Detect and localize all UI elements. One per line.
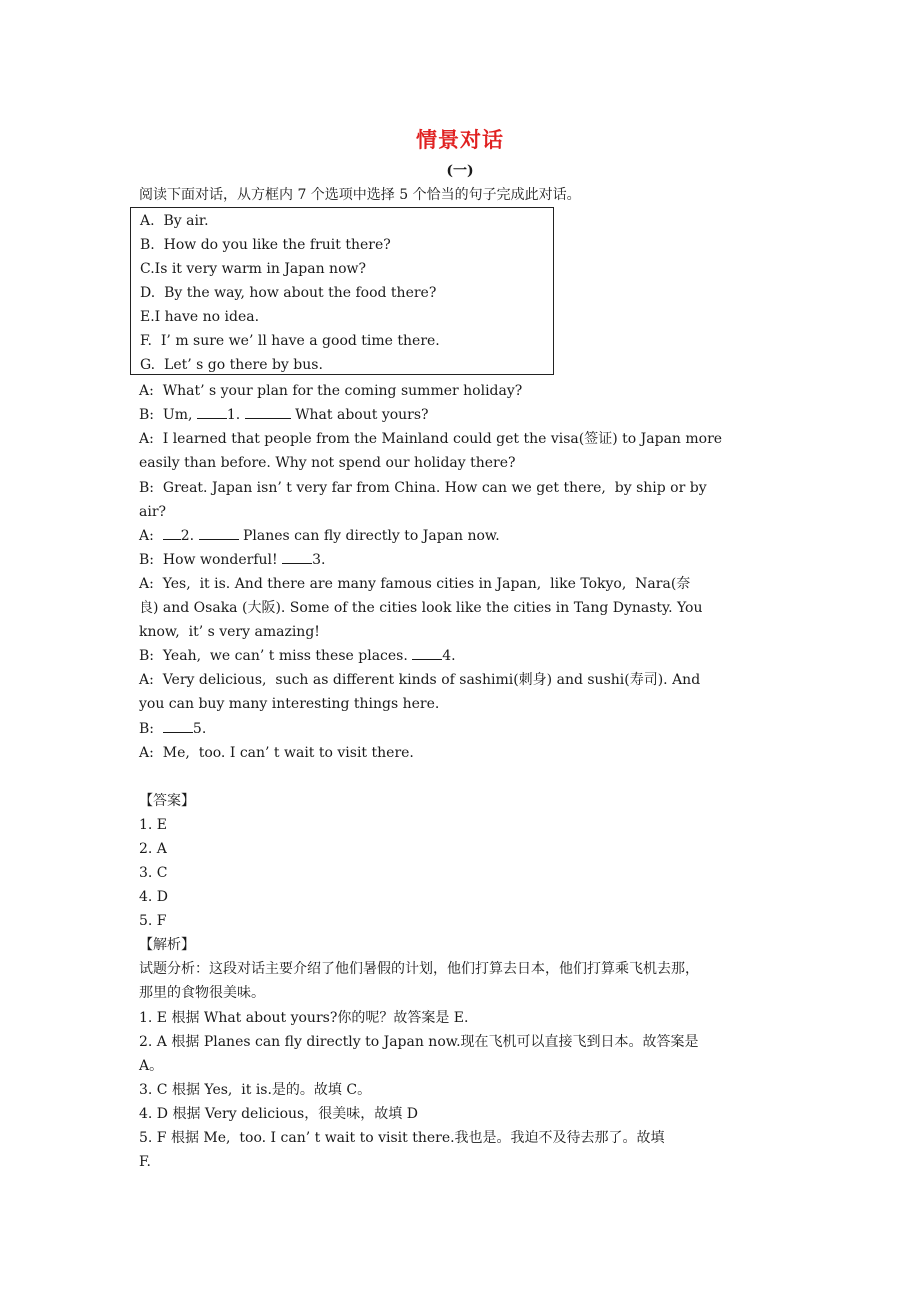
analysis-line: A。 (139, 1058, 164, 1074)
dialogue-line: easily than before. Why not spend our holiday there? (139, 455, 516, 471)
dialogue-text: Planes can fly directly to Japan now. (238, 528, 500, 544)
option-f: F. I’ m sure we’ ll have a good time there. (140, 333, 440, 349)
options-box (130, 207, 554, 375)
option-a: A. By air. (140, 213, 209, 229)
dialogue-line: A: Very delicious, such as different kinds of sashimi(刺身) and sushi(寿司). And (139, 672, 701, 688)
answer-item: 2. A (139, 841, 167, 857)
answer-item: 5. F (139, 913, 167, 929)
answer-blank (199, 525, 239, 540)
analysis-line: F. (139, 1154, 151, 1170)
blank-number: 2. (180, 528, 199, 544)
answer-item: 3. C (139, 865, 168, 881)
blank-number: 1. (226, 407, 245, 423)
dialogue-line: air? (139, 504, 167, 520)
option-c: C.Is it very warm in Japan now? (140, 261, 366, 277)
speaker-text: B: (139, 721, 163, 737)
analysis-heading: 【解析】 (139, 937, 195, 953)
answer-heading: 【答案】 (139, 793, 195, 809)
answer-item: 4. D (139, 889, 169, 905)
answer-item: 1. E (139, 817, 168, 833)
analysis-line: 1. E 根据 What about yours?你的呢？故答案是 E. (139, 1010, 469, 1026)
blank-number: 5. (192, 721, 207, 737)
option-d: D. By the way, how about the food there? (140, 285, 437, 301)
speaker-text: A: (139, 528, 163, 544)
analysis-line: 4. D 根据 Very delicious，很美味，故填 D (139, 1106, 418, 1122)
blank-number: 4. (442, 648, 456, 664)
dialogue-line: know, it’ s very amazing! (139, 624, 320, 640)
answer-blank (163, 718, 193, 733)
page-title: 情景对话 (416, 128, 504, 152)
answer-blank (197, 404, 227, 419)
speaker-text: B: Um, (139, 407, 197, 423)
dialogue-line (139, 524, 500, 548)
option-e: E.I have no idea. (140, 309, 260, 325)
analysis-line: 2. A 根据 Planes can fly directly to Japan now.现在飞机可以直接飞到日本。故答案是 (139, 1034, 699, 1050)
dialogue-line: B: Great. Japan isn’ t very far from China. How can we get there, by ship or by (139, 480, 707, 496)
analysis-line: 那里的食物很美味。 (139, 985, 265, 1001)
dialogue-line: 良) and Osaka (大阪). Some of the cities look like the cities in Tang Dynasty. You (139, 600, 703, 616)
answer-blank (163, 525, 181, 540)
dialogue-text: B: How wonderful! (139, 552, 283, 568)
answer-blank (245, 404, 291, 419)
dialogue-line (139, 644, 456, 668)
option-b: B. How do you like the fruit there? (140, 237, 391, 253)
analysis-line: 试题分析：这段对话主要介绍了他们暑假的计划，他们打算去日本，他们打算乘飞机去那， (139, 961, 699, 977)
answer-blank (412, 645, 442, 660)
option-g: G. Let’ s go there by bus. (140, 357, 323, 373)
dialogue-text: B: Yeah, we can’ t miss these places. (139, 648, 413, 664)
dialogue-line: you can buy many interesting things here. (139, 696, 440, 712)
dialogue-line: A: What’ s your plan for the coming summer holiday? (139, 383, 523, 399)
instruction: 阅读下面对话，从方框内 7 个选项中选择 5 个恰当的句子完成此对话。 (139, 187, 581, 203)
section-number: (一) (446, 163, 474, 179)
dialogue-line: A: Me, too. I can’ t wait to visit there. (139, 745, 414, 761)
analysis-line: 5. F 根据 Me, too. I can’ t wait to visit there.我也是。我迫不及待去那了。故填 (139, 1130, 665, 1146)
analysis-line: 3. C 根据 Yes, it is.是的。故填 C。 (139, 1082, 372, 1098)
answer-blank (282, 549, 312, 564)
dialogue-line (139, 403, 429, 427)
dialogue-line: A: I learned that people from the Mainland could get the visa(签证) to Japan more (139, 431, 723, 447)
dialogue-line: A: Yes, it is. And there are many famous cities in Japan, like Tokyo, Nara(奈 (139, 576, 691, 592)
blank-number: 3. (312, 552, 326, 568)
dialogue-line (139, 548, 325, 572)
dialogue-line (139, 717, 206, 741)
dialogue-text: What about yours? (290, 407, 429, 423)
